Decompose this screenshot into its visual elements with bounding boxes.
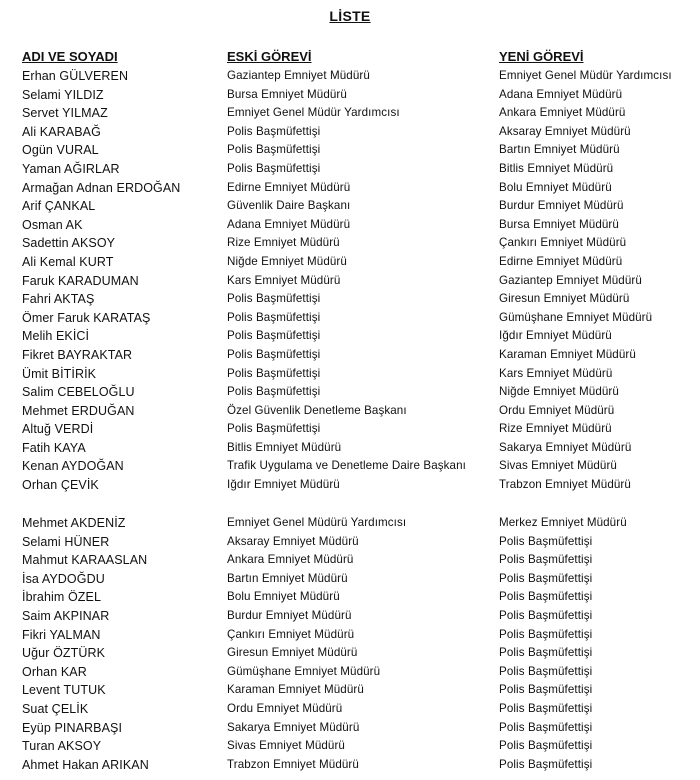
table-row [0, 216, 700, 235]
new-position: Polis Başmüfettişi [499, 701, 593, 715]
person-name: Orhan KAR [22, 664, 87, 679]
old-position: Emniyet Genel Müdür Yardımcısı [227, 106, 400, 120]
old-position: Bolu Emniyet Müdürü [227, 590, 340, 604]
person-name: Ogün VURAL [22, 143, 99, 158]
old-position: Kars Emniyet Müdürü [227, 273, 341, 287]
person-name: Suat ÇELİK [22, 701, 89, 716]
table-row [0, 663, 700, 682]
table-row [0, 570, 700, 589]
new-position: Giresun Emniyet Müdürü [499, 292, 630, 306]
table-row [0, 104, 700, 123]
table-row [0, 123, 700, 142]
old-position: Sivas Emniyet Müdürü [227, 739, 345, 753]
new-position: Polis Başmüfettişi [499, 720, 593, 734]
new-position: Aksaray Emniyet Müdürü [499, 124, 631, 138]
person-name: Selami HÜNER [22, 534, 110, 549]
table-row [0, 327, 700, 346]
person-name: İbrahim ÖZEL [22, 590, 102, 605]
old-position: Polis Başmüfettişi [227, 143, 321, 157]
old-position: Iğdır Emniyet Müdürü [227, 478, 340, 492]
new-position: Polis Başmüfettişi [499, 664, 593, 678]
person-name: Uğur ÖZTÜRK [22, 646, 106, 661]
person-name: Altuğ VERDİ [22, 422, 94, 437]
new-position: Ordu Emniyet Müdürü [499, 403, 615, 417]
old-position: Polis Başmüfettişi [227, 385, 321, 399]
old-position: Polis Başmüfettişi [227, 347, 321, 361]
old-position: Polis Başmüfettişi [227, 310, 321, 324]
new-position: Niğde Emniyet Müdürü [499, 385, 619, 399]
new-position: Merkez Emniyet Müdürü [499, 516, 627, 529]
table-row [0, 533, 700, 552]
old-position: Polis Başmüfettişi [227, 422, 321, 436]
new-position: Polis Başmüfettişi [499, 646, 593, 660]
table-row [0, 681, 700, 700]
person-name: Levent TUTUK [22, 683, 106, 698]
new-position: Polis Başmüfettişi [499, 590, 593, 604]
old-position: Polis Başmüfettişi [227, 124, 321, 138]
table-row [0, 626, 700, 645]
person-name: Eyüp PINARBAŞI [22, 720, 123, 735]
new-position: Polis Başmüfettişi [499, 608, 593, 622]
person-name: Melih EKİCİ [22, 329, 90, 344]
person-name: Salim CEBELOĞLU [22, 385, 135, 400]
table-row [0, 234, 700, 253]
person-name: Mehmet AKDENİZ [22, 516, 126, 530]
new-position: Bartın Emniyet Müdürü [499, 143, 620, 157]
person-name: Orhan ÇEVİK [22, 478, 99, 493]
person-name: Erhan GÜLVEREN [22, 69, 129, 83]
new-position: Gümüşhane Emniyet Müdürü [499, 310, 653, 324]
person-name: Mahmut KARAASLAN [22, 553, 148, 568]
old-position: Polis Başmüfettişi [227, 161, 321, 175]
table-row [0, 86, 700, 105]
new-position: Kars Emniyet Müdürü [499, 366, 613, 380]
person-name: Arif ÇANKAL [22, 199, 96, 214]
person-name: Ömer Faruk KARATAŞ [22, 310, 151, 325]
table-row [0, 514, 700, 533]
new-position: Polis Başmüfettişi [499, 627, 593, 641]
person-name: Armağan Adnan ERDOĞAN [22, 180, 181, 195]
table-row [0, 309, 700, 328]
new-position: Karaman Emniyet Müdürü [499, 347, 636, 361]
new-position: Sakarya Emniyet Müdürü [499, 440, 632, 454]
old-position: Ankara Emniyet Müdürü [227, 553, 354, 567]
old-position: Trabzon Emniyet Müdürü [227, 757, 359, 771]
table-row [0, 700, 700, 719]
table-row [0, 179, 700, 198]
old-position: Polis Başmüfettişi [227, 329, 321, 343]
table-header [0, 49, 700, 67]
old-position: Sakarya Emniyet Müdürü [227, 720, 360, 734]
appointments-group-1 [0, 67, 700, 495]
table-row [0, 756, 700, 775]
old-position: Bartın Emniyet Müdürü [227, 571, 348, 585]
new-position: Polis Başmüfettişi [499, 534, 593, 548]
old-position: Özel Güvenlik Denetleme Başkanı [227, 403, 407, 417]
appointments-group-2 [0, 514, 700, 774]
old-position: Polis Başmüfettişi [227, 366, 321, 380]
table-row [0, 457, 700, 476]
old-position: Gaziantep Emniyet Müdürü [227, 69, 370, 82]
new-position: Rize Emniyet Müdürü [499, 422, 612, 436]
header-name: ADI VE SOYADI [22, 49, 118, 64]
person-name: Fahri AKTAŞ [22, 292, 95, 307]
person-name: Osman AK [22, 217, 83, 232]
table-row [0, 420, 700, 439]
header-new-position: YENİ GÖREVİ [499, 49, 584, 64]
new-position: Emniyet Genel Müdür Yardımcısı [499, 69, 672, 82]
old-position: Rize Emniyet Müdürü [227, 236, 340, 250]
person-name: Mehmet ERDUĞAN [22, 403, 135, 418]
new-position: Adana Emniyet Müdürü [499, 87, 623, 101]
new-position: Polis Başmüfettişi [499, 739, 593, 753]
old-position: Edirne Emniyet Müdürü [227, 180, 351, 194]
new-position: Polis Başmüfettişi [499, 683, 593, 697]
old-position: Ordu Emniyet Müdürü [227, 701, 343, 715]
header-old-position: ESKİ GÖREVİ [227, 49, 312, 64]
new-position: Burdur Emniyet Müdürü [499, 199, 624, 213]
person-name: Turan AKSOY [22, 739, 102, 754]
person-name: Kenan AYDOĞAN [22, 459, 124, 474]
person-name: Ahmet Hakan ARIKAN [22, 757, 149, 772]
person-name: İsa AYDOĞDU [22, 571, 105, 586]
table-row [0, 476, 700, 495]
new-position: Gaziantep Emniyet Müdürü [499, 273, 642, 287]
person-name: Faruk KARADUMAN [22, 273, 139, 288]
old-position: Emniyet Genel Müdürü Yardımcısı [227, 516, 407, 529]
new-position: Bolu Emniyet Müdürü [499, 180, 612, 194]
old-position: Güvenlik Daire Başkanı [227, 199, 351, 213]
table-row [0, 272, 700, 291]
table-row [0, 67, 700, 86]
new-position: Trabzon Emniyet Müdürü [499, 478, 631, 492]
old-position: Bitlis Emniyet Müdürü [227, 440, 342, 454]
person-name: Ali KARABAĞ [22, 124, 101, 139]
new-position: Polis Başmüfettişi [499, 757, 593, 771]
new-position: Polis Başmüfettişi [499, 571, 593, 585]
new-position: Bitlis Emniyet Müdürü [499, 161, 614, 175]
person-name: Yaman AĞIRLAR [22, 161, 120, 176]
table-row [0, 290, 700, 309]
old-position: Adana Emniyet Müdürü [227, 217, 351, 231]
new-position: Polis Başmüfettişi [499, 553, 593, 567]
table-row [0, 383, 700, 402]
table-row [0, 365, 700, 384]
old-position: Karaman Emniyet Müdürü [227, 683, 364, 697]
person-name: Sadettin AKSOY [22, 236, 116, 251]
table-row [0, 737, 700, 756]
person-name: Fikri YALMAN [22, 627, 101, 642]
old-position: Aksaray Emniyet Müdürü [227, 534, 359, 548]
old-position: Giresun Emniyet Müdürü [227, 646, 358, 660]
old-position: Trafik Uygulama ve Denetleme Daire Başkanı [227, 459, 466, 473]
document-title: LİSTE [329, 8, 371, 24]
new-position: Ankara Emniyet Müdürü [499, 106, 626, 120]
old-position: Gümüşhane Emniyet Müdürü [227, 664, 381, 678]
new-position: Çankırı Emniyet Müdürü [499, 236, 627, 250]
table-row [0, 607, 700, 626]
person-name: Selami YILDIZ [22, 87, 104, 102]
old-position: Burdur Emniyet Müdürü [227, 608, 352, 622]
table-row [0, 160, 700, 179]
table-row [0, 439, 700, 458]
table-row [0, 253, 700, 272]
table-row [0, 588, 700, 607]
table-row [0, 141, 700, 160]
old-position: Niğde Emniyet Müdürü [227, 254, 347, 268]
table-row [0, 402, 700, 421]
table-row [0, 551, 700, 570]
person-name: Ali Kemal KURT [22, 254, 114, 269]
table-row [0, 719, 700, 738]
table-row [0, 197, 700, 216]
new-position: Bursa Emniyet Müdürü [499, 217, 619, 231]
old-position: Bursa Emniyet Müdürü [227, 87, 347, 101]
table-row [0, 346, 700, 365]
person-name: Fikret BAYRAKTAR [22, 347, 133, 362]
new-position: Iğdır Emniyet Müdürü [499, 329, 612, 343]
table-row [0, 644, 700, 663]
person-name: Ümit BİTİRİK [22, 366, 97, 381]
person-name: Saim AKPINAR [22, 608, 110, 623]
new-position: Edirne Emniyet Müdürü [499, 254, 623, 268]
old-position: Polis Başmüfettişi [227, 292, 321, 306]
person-name: Servet YILMAZ [22, 106, 108, 121]
new-position: Sivas Emniyet Müdürü [499, 459, 617, 473]
person-name: Fatih KAYA [22, 440, 86, 455]
old-position: Çankırı Emniyet Müdürü [227, 627, 355, 641]
